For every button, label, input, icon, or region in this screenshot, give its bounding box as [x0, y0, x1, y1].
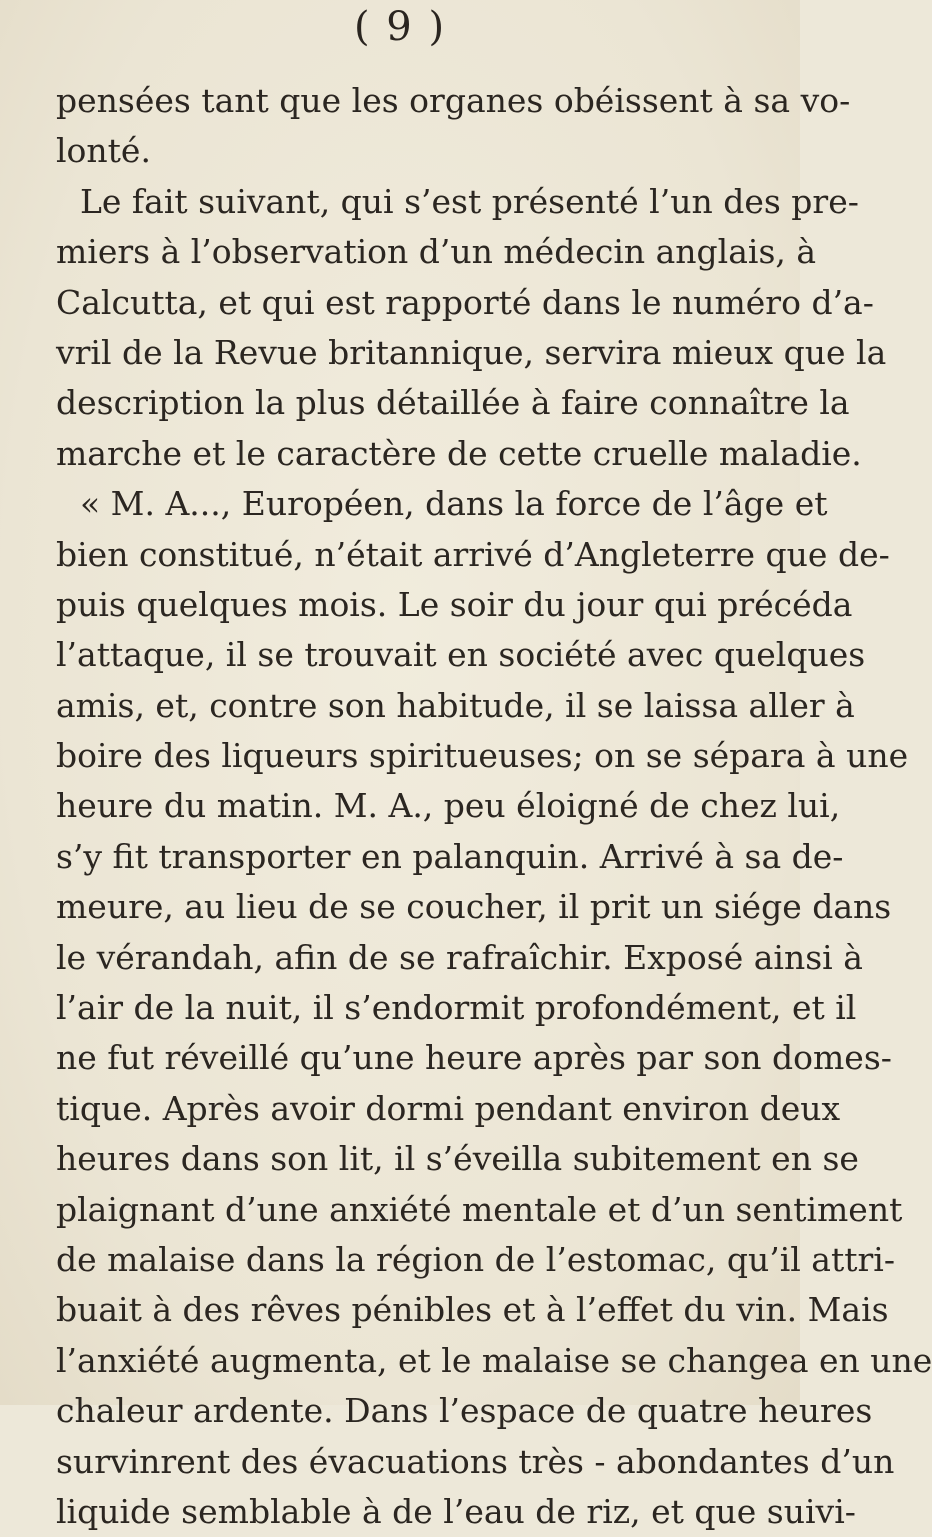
text-line: amis, et, contre son habitude, il se laissa aller à: [56, 685, 855, 725]
text-line: meure, au lieu de se coucher, il prit un siége dans: [56, 887, 892, 927]
page-number: ( 9 ): [353, 4, 447, 50]
text-line: chaleur ardente. Dans l’espace de quatre heures: [56, 1391, 873, 1431]
text-line: bien constitué, n’était arrivé d’Angleterre que de-: [56, 534, 890, 574]
text-line: plaignant d’une anxiété mentale et d’un sentiment: [56, 1189, 903, 1229]
text-line: marche et le caractère de cette cruelle maladie.: [56, 433, 862, 473]
text-line: pensées tant que les organes obéissent à sa vo-: [56, 81, 851, 120]
text-line: s’y fit transporter en palanquin. Arrivé à sa de-: [56, 836, 844, 876]
text-line: « M. A..., Européen, dans la force de l’âge et: [80, 484, 828, 524]
text-line: Calcutta, et qui est rapporté dans le numéro d’a-: [56, 282, 874, 322]
body-text: [56, 76, 932, 1537]
text-line: puis quelques mois. Le soir du jour qui précéda: [56, 584, 853, 624]
text-line: description la plus détaillée à faire connaître la: [56, 383, 850, 423]
text-line: vril de la Revue britannique, servira mieux que la: [56, 332, 887, 372]
text-line: buait à des rêves pénibles et à l’effet du vin. Mais: [56, 1290, 889, 1330]
text-line: ne fut réveillé qu’une heure après par son domes-: [56, 1038, 892, 1078]
text-line: tique. Après avoir dormi pendant environ deux: [56, 1088, 841, 1128]
text-line: miers à l’observation d’un médecin anglais, à: [56, 232, 817, 272]
text-line: boire des liqueurs spiritueuses; on se sépara à une: [56, 736, 909, 776]
text-line: l’attaque, il se trouvait en société avec quelques: [56, 635, 866, 675]
text-line: liquide semblable à de l’eau de riz, et que suivi-: [56, 1491, 856, 1531]
text-line: de malaise dans la région de l’estomac, qu’il attri-: [56, 1239, 895, 1279]
text-line: le vérandah, afin de se rafraîchir. Exposé ainsi à: [56, 937, 863, 977]
text-line: survinrent des évacuations très - abondantes d’un: [56, 1441, 895, 1481]
text-line: l’anxiété augmenta, et le malaise se changea en une: [56, 1340, 932, 1380]
text-line: heure du matin. M. A., peu éloigné de chez lui,: [56, 786, 841, 826]
text-line: lonté.: [56, 131, 151, 171]
text-line: heures dans son lit, il s’éveilla subitement en se: [56, 1139, 859, 1179]
text-line: Le fait suivant, qui s’est présenté l’un des pre-: [80, 181, 859, 221]
text-line: l’air de la nuit, il s’endormit profondément, et il: [56, 988, 857, 1028]
